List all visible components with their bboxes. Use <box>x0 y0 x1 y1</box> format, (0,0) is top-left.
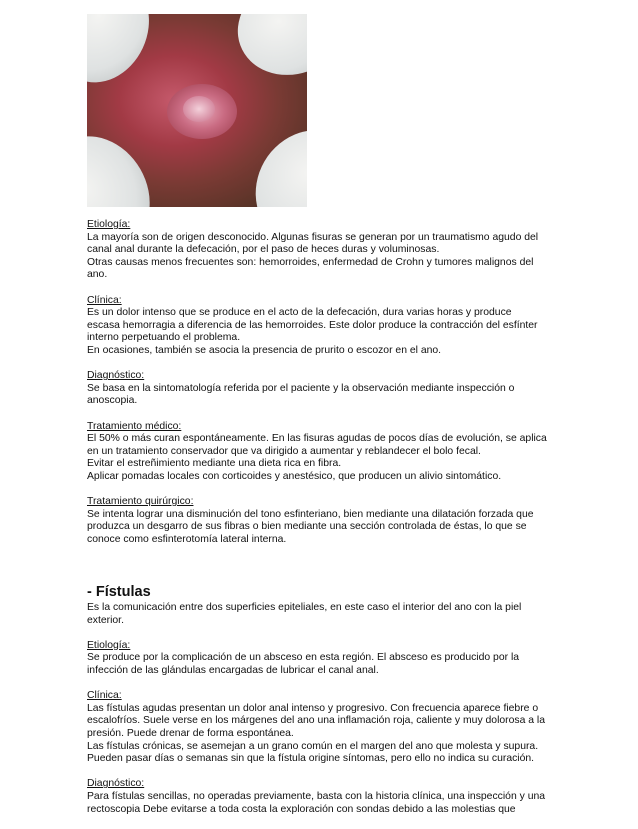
paragraph-line: Aplicar pomadas locales con corticoides y anestésico, que producen un alivio sintomático. <box>87 470 502 482</box>
paragraph-line: Se basa en la sintomatología referida por el paciente y la observación mediante inspección o anoscopia. <box>87 382 515 407</box>
paragraph-line: Otras causas menos frecuentes son: hemorroides, enfermedad de Crohn y tumores malignos del ano. <box>87 256 534 281</box>
gloved-hand-upper-left <box>87 14 166 98</box>
section-title: Diagnóstico: <box>87 370 145 382</box>
section-title: Tratamiento médico: <box>87 420 182 432</box>
paragraph-line: Es un dolor intenso que se produce en el acto de la defecación, dura varias horas y produce escasa hemorragia a diferencia de las hemorroides. Este dolor produce la contracción del esfínter interno perpetuando el problema. <box>87 307 538 344</box>
gloved-hand-lower-left <box>87 117 170 207</box>
fistulas-intro <box>87 602 547 627</box>
paragraph-line: Se produce por la complicación de un absceso en esta región. El absceso es producido por la infección de las glándulas encargadas de lubricar el canal anal. <box>87 652 520 676</box>
section-title: Tratamiento quirúrgico: <box>87 496 194 508</box>
section-tratamiento-medico <box>87 421 547 484</box>
section-clinica <box>87 295 547 358</box>
fistulas-heading: - Fístulas <box>87 584 151 600</box>
paragraph-line: Las fístulas agudas presentan un dolor anal intenso y progresivo. Con frecuencia aparece fiebre o escalofríos. Suele verse en los márgenes del ano una inflamación roja, caliente y muy dolorosa a la presión. Puede drenar de forma espontánea. <box>87 702 546 739</box>
fistulas-section-clinica <box>87 690 547 766</box>
gloved-hand-lower-right <box>234 110 307 207</box>
paragraph-line: Las fístulas crónicas, se asemejan a un grano común en el margen del ano que molesta y supura. Pueden pasar días o semanas sin que la fístula origine síntomas, pero ello no indica su curación. <box>87 740 539 765</box>
paragraph-line: Para fístulas sencillas, no operadas previamente, basta con la historia clínica, una inspección y una rectoscopia Debe evitarse a toda costa la exploración con sondas debido a las molestias que <box>87 790 546 815</box>
paragraph-line: Evitar el estreñimiento mediante una dieta rica en fibra. <box>87 458 342 470</box>
paragraph-line: Es la comunicación entre dos superficies epiteliales, en este caso el interior del ano con la piel exterior. <box>87 602 522 626</box>
section-title: Etiología: <box>87 219 131 230</box>
section-title: Clínica: <box>87 294 122 306</box>
section-title: Clínica: <box>87 690 122 702</box>
gloved-hand-upper-right <box>224 14 307 90</box>
paragraph-line: En ocasiones, también se asocia la presencia de prurito o escozor en el ano. <box>87 344 442 356</box>
section-title: Diagnóstico: <box>87 778 145 790</box>
lesion-center <box>183 96 215 122</box>
section-title: Etiología: <box>87 639 131 651</box>
paragraph-line: El 50% o más curan espontáneamente. En las fisuras agudas de pocos días de evolución, se aplica en un tratamiento conservador que va dirigido a aumentar y reblandecer el bolo fecal. <box>87 433 547 457</box>
fistulas-section-etiologia <box>87 640 547 678</box>
section-etiologia <box>87 219 547 282</box>
section-tratamiento-quirurgico <box>87 496 547 546</box>
fisura-text-block <box>87 219 547 559</box>
paragraph-line: Se intenta lograr una disminución del tono esfinteriano, bien mediante una dilatación forzada que produzca un desgarro de sus fibras o bien mediante una sección controlada de éstas, lo que se conoce como esfinterotomía lateral interna. <box>87 508 534 545</box>
fistulas-text-block <box>87 584 547 829</box>
fistulas-section-diagnostico <box>87 778 547 816</box>
paragraph-line: La mayoría son de origen desconocido. Algunas fisuras se generan por un traumatismo agudo del canal anal durante la defecación, por el paso de heces duras y voluminosas. <box>87 231 539 256</box>
clinical-photo <box>87 14 307 207</box>
section-diagnostico <box>87 370 547 408</box>
